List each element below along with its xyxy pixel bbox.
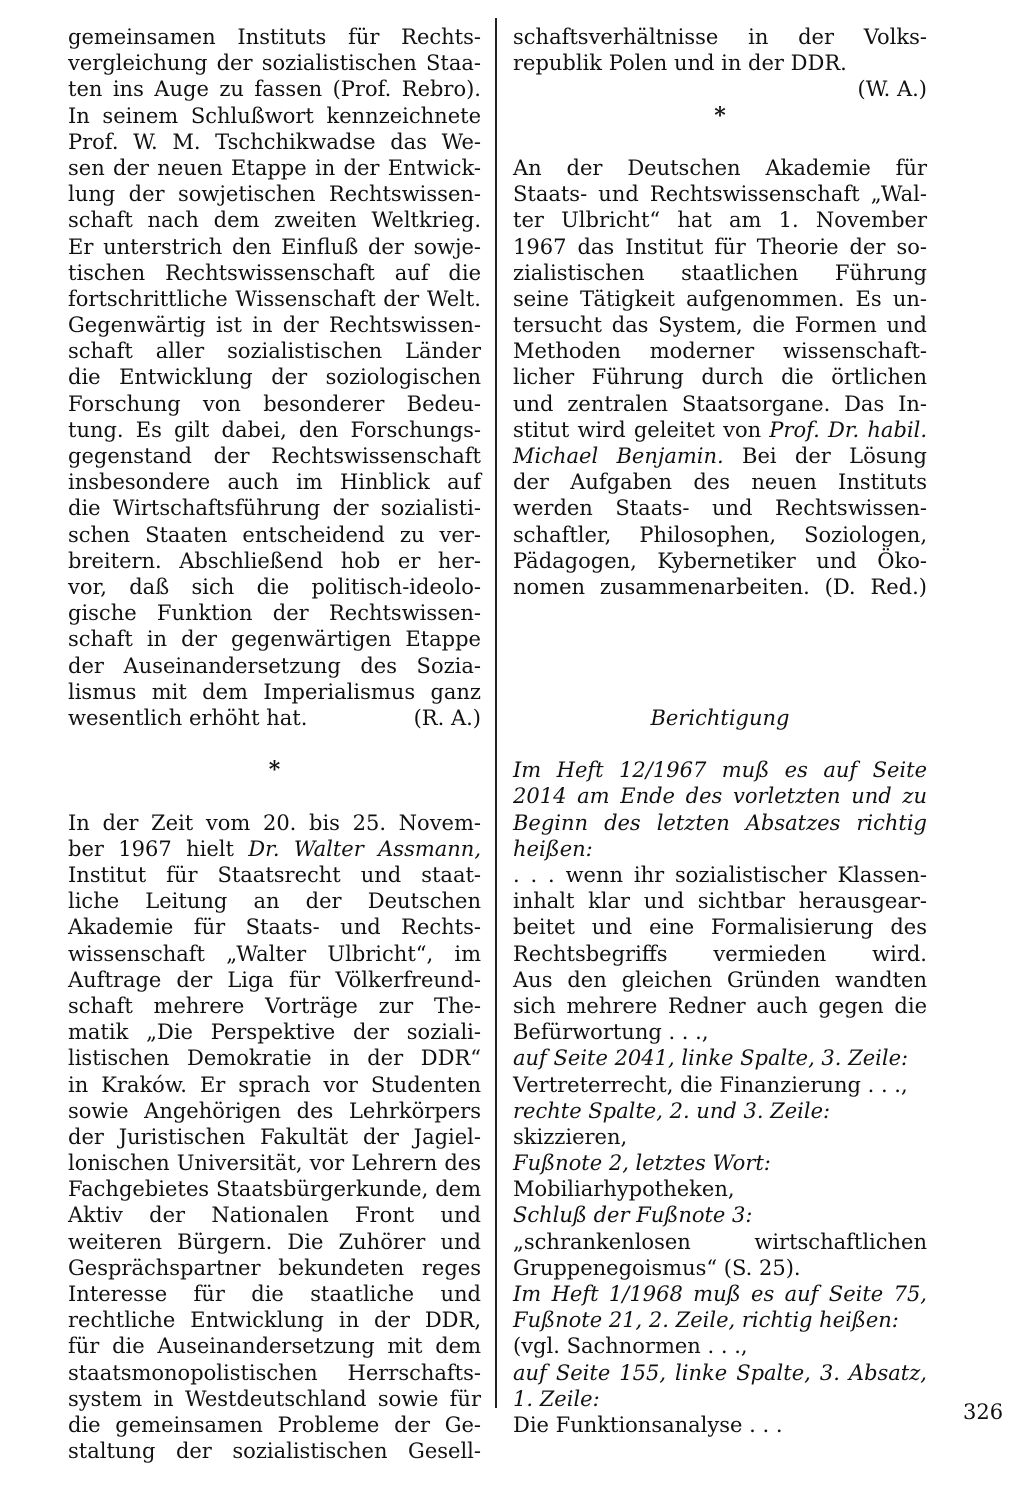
person-name: Dr. Walter Assmann, [248,836,482,861]
paragraph-institute-report [513,155,927,417]
last-line-text: wesentlich erhöht hat. [68,705,308,730]
text-line: der Juristischen Fakultät der Jagiel- [68,1124,481,1149]
paragraph-institute-report-end [513,469,927,600]
text-fragment: ber 1967 hielt [68,836,249,861]
label-text: 1. Zeile: [513,1386,600,1411]
text-line: An der Deutschen Akademie für [513,155,927,180]
text-line: für die Auseinandersetzung mit dem [68,1334,481,1359]
text-line: licher Führung durch die örtlichen [513,365,927,390]
text-line: und zentralen Staatsorgane. Das In- [513,391,927,416]
label-text: Schluß der Fußnote 3: [513,1203,753,1228]
text-line: In der Zeit vom 20. bis 25. Novem- [68,810,481,835]
spacer [513,679,927,705]
text-line: zialistischen staatlichen Führung [513,260,927,285]
text-line: Befürwortung . . ., [513,1020,709,1045]
correction-label [513,1098,927,1124]
text-line: beitet und eine Formalisierung des [513,915,927,940]
text-line: der Auseinandersetzung des Sozia- [68,653,481,678]
text-fragment: stitut wird geleitet von [513,417,770,442]
paragraph-lecture-report [68,862,481,1464]
text-fragment: Bei der Lösung [723,444,928,468]
text-line: matik „Die Perspektive der soziali- [68,1020,481,1045]
text-line: schen Staaten entscheidend zu ver- [68,522,481,547]
column-divider [495,18,497,1408]
text-line: lonischen Universität, vor Lehrern des [68,1151,481,1176]
correction-text: skizzieren, [513,1124,628,1149]
correction-label [513,1360,927,1386]
text-line: ter Ulbricht“ hat am 1. November [513,208,927,233]
text-line [513,443,927,469]
text-line: sen der neuen Etappe in der Entwick- [68,155,481,180]
text-line: Auftrage der Liga für Völkerfreund- [68,967,481,992]
author-initials: (W. A.) [857,77,927,102]
label-text: Im Heft 1/1968 muß es auf Seite 75, [513,1282,927,1306]
paragraph-last-line [68,705,481,731]
correction-text: Gruppenegoismus“ (S. 25). [513,1255,801,1280]
paragraph-conference-report [68,24,481,705]
section-separator: * [268,757,281,784]
correction-intro-line [513,757,927,783]
text-line: sich mehrere Redner auch gegen die [513,993,927,1018]
text-line: gemeinsamen Instituts für Rechts- [68,25,481,49]
spacer [513,129,927,155]
text-line: die Wirtschaftsführung der sozialisti- [68,496,481,521]
correction-intro-line [513,783,927,809]
text-line: lung der sowjetischen Rechtswissen- [68,182,481,207]
text-line: schaft nach dem zweiten Weltkrieg. [68,208,481,233]
correction-text: Mobiliarhypotheken, [513,1177,735,1202]
text-line [68,836,481,862]
text-line: gegenstand der Rechtswissenschaft [68,444,481,468]
text-line: ten ins Auge zu fassen (Prof. Rebro). [68,77,481,102]
text-line: Pädagogen, Kybernetiker und Öko- [513,548,927,573]
correction-label [513,1281,927,1307]
text-line: Akademie für Staats- und Rechts- [68,915,481,940]
correction-label [513,1307,927,1333]
text-line: system in Westdeutschland sowie für [68,1386,481,1411]
correction-label [513,1150,927,1176]
text-line: In seinem Schlußwort kennzeichnete [68,103,481,128]
text-line: Er unterstrich den Einfluß der sowje- [68,234,481,259]
correction-label [513,1202,927,1228]
spacer [68,783,481,809]
text-line: sowie Angehörigen des Lehrkörpers [68,1098,481,1123]
italic-text: heißen: [513,836,593,861]
label-text: auf Seite 2041, linke Spalte, 3. Zeile: [513,1046,909,1071]
text-line: in Kraków. Er sprach vor Studenten [68,1072,481,1097]
correction-text: Vertreterrecht, die Finanzierung . . ., [513,1072,908,1097]
corrections-intro [513,757,927,862]
text-line: Aktiv der Nationalen Front und [68,1203,481,1228]
text-line: fortschrittliche Wissenschaft der Welt. [68,286,481,311]
text-line: staatsmonopolistischen Herrschafts- [68,1360,481,1385]
text-line: Aus den gleichen Gründen wandten [513,967,927,992]
spacer [68,731,481,757]
person-title: Prof. Dr. habil. [769,417,928,442]
paragraph-continuation [513,24,927,76]
text-line: Institut für Staatsrecht und staat- [68,863,481,887]
spacer [513,626,927,652]
text-line: Fachgebietes Staatsbürgerkunde, dem [68,1177,481,1202]
text-line: tung. Es gilt dabei, den Forschungs- [68,417,481,442]
text-line: schaftsverhältnisse in der Volks- [513,25,927,49]
correction-label [513,1045,927,1071]
text-line: vergleichung der sozialistischen Staa- [68,51,481,76]
correction-text: (vgl. Sachnormen . . ., [513,1334,748,1359]
author-initials: (R. A.) [413,705,481,730]
label-text: rechte Spalte, 2. und 3. Zeile: [513,1098,831,1123]
text-line: Prof. W. M. Tschchikwadse das We- [68,129,481,154]
text-line: Interesse für die staatliche und [68,1282,481,1306]
text-line: seine Tätigkeit aufgenommen. Es un- [513,286,927,311]
label-text: auf Seite 155, linke Spalte, 3. Absatz, [513,1360,927,1385]
correction-text: Die Funktionsanalyse . . . [513,1412,783,1437]
heading-text: Berichtigung [650,705,790,730]
label-text: Fußnote 21, 2. Zeile, richtig heißen: [513,1308,899,1333]
text-line: der Aufgaben des neuen Instituts [513,470,927,495]
text-line: rechtliche Entwicklung in der DDR, [68,1308,481,1333]
correction-text: „schrankenlosen wirtschaftlichen [513,1229,927,1254]
text-line: schaft in der gegenwärtigen Etappe [68,627,481,652]
text-line: staltung der sozialistischen Gesell- [68,1439,481,1464]
page-number: 326 [963,1400,1004,1424]
text-line: weiteren Bürgern. Die Zuhörer und [68,1229,481,1254]
text-line: schaft mehrere Vorträge zur The- [68,993,481,1018]
text-line: tischen Rechtswissenschaft auf die [68,260,481,285]
spacer [513,653,927,679]
text-line: Forschung von besonderer Bedeu- [68,391,481,416]
spacer [513,731,927,757]
text-line: Staats- und Rechtswissenschaft „Wal- [513,182,927,207]
text-line: tersucht das System, die Formen und [513,313,927,338]
label-text: Fußnote 2, letztes Wort: [513,1151,771,1176]
text-line: Rechtsbegriffs vermieden wird. [513,941,927,966]
text-line: schaftler, Philosophen, Soziologen, [513,522,927,547]
spacer [513,600,927,626]
text-line [513,417,927,443]
text-line: die Entwicklung der soziologischen [68,365,481,390]
text-line: liche Leitung an der Deutschen [68,889,481,914]
person-name: Michael Benjamin. [513,444,724,468]
text-line: insbesondere auch im Hinblick auf [68,470,481,495]
correction-label [513,1386,927,1412]
text-line: schaft aller sozialistischen Länder [68,339,481,364]
left-column [68,24,481,1464]
text-line: listischen Demokratie in der DDR“ [68,1046,481,1071]
text-line: 1967 das Institut für Theorie der so- [513,234,927,259]
text-line: Methoden moderner wissenschaft- [513,339,927,364]
correction-intro-line [513,836,927,862]
text-line: lismus mit dem Imperialismus ganz [68,679,481,704]
text-line: werden Staats- und Rechtswissen- [513,496,927,521]
text-line: inhalt klar und sichtbar herausgear- [513,889,927,914]
text-line: republik Polen und in der DDR. [513,51,847,76]
section-separator: * [714,102,726,129]
text-line: vor, daß sich die politisch-ideolo- [68,574,481,599]
text-line: Gegenwärtig ist in der Rechtswissen- [68,313,481,338]
text-line: die gemeinsamen Probleme der Ge- [68,1412,481,1437]
correction-intro-line [513,810,927,836]
correction-text [513,862,927,1045]
text-line: Gesprächspartner bekundeten reges [68,1255,481,1280]
text-line: breitern. Abschließend hob er her- [68,548,481,573]
italic-text: Im Heft 12/1967 muß es auf Seite [513,758,927,783]
section-heading [513,705,927,731]
italic-text: 2014 am Ende des vorletzten und zu [513,784,927,809]
text-line: . . . wenn ihr sozialistischer Klassen- [513,863,927,887]
text-line: nomen zusammenarbeiten. (D. Red.) [513,574,927,599]
text-line: gische Funktion der Rechtswissen- [68,601,481,626]
right-column [513,24,927,1438]
italic-text: Beginn des letzten Absatzes richtig [513,810,927,835]
text-line: wissenschaft „Walter Ulbricht“, im [68,941,481,966]
